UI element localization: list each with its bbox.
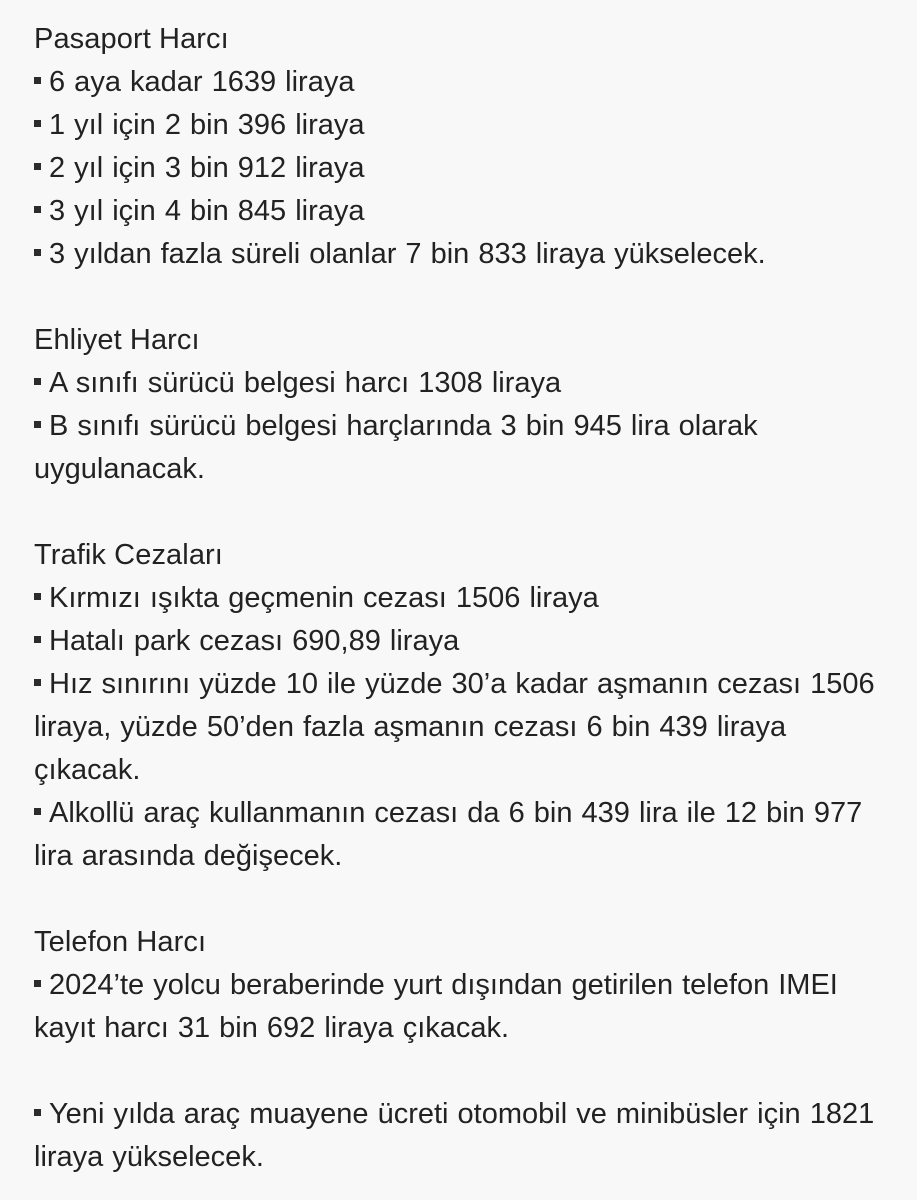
bullet-icon	[34, 1109, 41, 1116]
list-item	[34, 362, 881, 405]
list-item-text: Yeni yılda araç muayene ücreti otomobil ve minibüsler için 1821 liraya yükselecek.	[34, 1098, 875, 1173]
bullet-icon	[34, 206, 41, 213]
bullet-icon	[34, 636, 41, 643]
spacer	[34, 276, 881, 319]
list-item-text: Hatalı park cezası 690,89 liraya	[49, 625, 460, 657]
list-item-text: Alkollü araç kullanmanın cezası da 6 bin 439 lira ile 12 bin 977 lira arasında değişecek.	[34, 797, 863, 872]
bullet-icon	[34, 120, 41, 127]
list-item	[34, 405, 881, 491]
list-item-text: Kırmızı ışıkta geçmenin cezası 1506 liraya	[49, 582, 599, 614]
list-item	[34, 792, 881, 878]
list-item	[34, 61, 881, 104]
bullet-icon	[34, 163, 41, 170]
list-item-text: 2024’te yolcu beraberinde yurt dışından getirilen telefon IMEI kayıt harcı 31 bin 692 liraya çıkacak.	[34, 969, 838, 1044]
list-item-text: 2 yıl için 3 bin 912 liraya	[49, 152, 365, 184]
spacer	[34, 878, 881, 921]
section-closing	[34, 1093, 881, 1179]
spacer	[34, 491, 881, 534]
list-item	[34, 577, 881, 620]
list-item	[34, 233, 881, 276]
bullet-icon	[34, 249, 41, 256]
bullet-icon	[34, 980, 41, 987]
list-item	[34, 620, 881, 663]
list-item-text: 3 yıl için 4 bin 845 liraya	[49, 195, 365, 227]
list-item	[34, 147, 881, 190]
section-title: Telefon Harcı	[34, 926, 207, 958]
list-item-text: 1 yıl için 2 bin 396 liraya	[49, 109, 365, 141]
section-ehliyet	[34, 319, 881, 491]
list-item-text: A sınıfı sürücü belgesi harcı 1308 liraya	[49, 367, 562, 399]
bullet-icon	[34, 808, 41, 815]
section-title: Pasaport Harcı	[34, 23, 229, 55]
section-trafik	[34, 534, 881, 878]
list-item-text: Hız sınırını yüzde 10 ile yüzde 30’a kadar aşmanın cezası 1506 liraya, yüzde 50’den fazla aşmanın cezası 6 bin 439 liraya çıkacak.	[34, 668, 875, 786]
list-item-text: 3 yıldan fazla süreli olanlar 7 bin 833 liraya yükselecek.	[49, 238, 766, 270]
list-item	[34, 190, 881, 233]
spacer	[34, 1050, 881, 1093]
list-item-text: B sınıfı sürücü belgesi harçlarında 3 bin 945 lira olarak uygulanacak.	[34, 410, 758, 485]
list-item-text: 6 aya kadar 1639 liraya	[49, 66, 355, 98]
bullet-icon	[34, 593, 41, 600]
bullet-icon	[34, 679, 41, 686]
list-item	[34, 964, 881, 1050]
list-item	[34, 104, 881, 147]
list-item	[34, 663, 881, 792]
section-title: Trafik Cezaları	[34, 539, 223, 571]
bullet-icon	[34, 421, 41, 428]
list-item	[34, 1093, 881, 1179]
section-title: Ehliyet Harcı	[34, 324, 200, 356]
section-pasaport	[34, 18, 881, 276]
bullet-icon	[34, 378, 41, 385]
bullet-icon	[34, 77, 41, 84]
section-telefon	[34, 921, 881, 1050]
